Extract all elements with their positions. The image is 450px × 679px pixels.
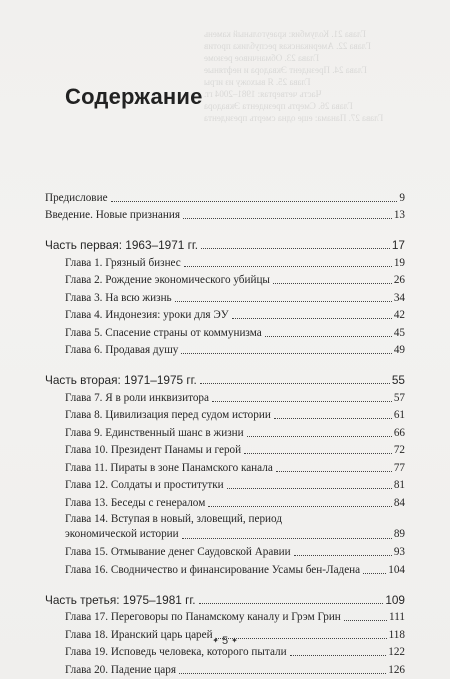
leader-dots [273, 283, 392, 284]
toc-chapter-12[interactable] [45, 475, 405, 493]
toc-chapter-20[interactable] [45, 659, 405, 677]
leader-dots [184, 266, 392, 267]
toc-page-number: 122 [388, 646, 405, 658]
toc-chapter-11[interactable] [45, 457, 405, 475]
toc-entry-label: Глава 2. Рождение экономического убийцы [65, 274, 270, 286]
toc-chapter-14[interactable] [45, 510, 405, 542]
toc-page-number: 72 [393, 444, 405, 456]
page-title: Содержание [65, 84, 203, 109]
bleed-through-line: Глава 21. Колумбия: краеугольный камень [204, 29, 367, 39]
leader-dots [232, 318, 392, 319]
toc-entry-label: Предисловие [45, 191, 108, 204]
toc-chapter-4[interactable] [45, 305, 405, 323]
toc-part-label: Часть первая: 1963–1971 гг. [45, 238, 199, 252]
toc-part-label: Часть третья: 1975–1981 гг. [45, 592, 196, 607]
toc-page-number: 61 [393, 409, 405, 421]
leader-dots [200, 383, 390, 384]
toc-chapter-6[interactable] [45, 340, 405, 358]
toc-chapter-9[interactable] [45, 422, 405, 440]
leader-dots [276, 471, 392, 472]
toc-chapter-13[interactable] [45, 492, 405, 510]
toc-entry-label: Глава 7. Я в роли инквизитора [65, 391, 209, 404]
toc-page-number: 57 [393, 391, 405, 404]
leader-dots [111, 201, 398, 202]
toc-entry-introduction[interactable] [45, 205, 405, 223]
toc-entry-label: Глава 13. Беседы с генералом [65, 496, 206, 509]
bleed-through-line: Глава 22. Американская республика против [204, 41, 371, 51]
leader-dots [212, 401, 392, 402]
toc-entry-label: Глава 20. Падение царя [65, 663, 176, 676]
leader-dots [294, 555, 392, 556]
leader-dots [290, 655, 387, 656]
toc-chapter-7[interactable] [45, 387, 405, 405]
toc-entry-label: Глава 8. Цивилизация перед судом истории [65, 409, 271, 421]
leader-dots [183, 218, 392, 219]
leader-dots [181, 353, 391, 354]
toc-part-label: Часть вторая: 1971–1975 гг. [45, 373, 197, 387]
toc-page-number: 42 [393, 309, 405, 321]
toc-entry-preface[interactable] [45, 187, 405, 205]
toc-entry-label: Глава 15. Отмывание денег Саудовской Аравии [65, 546, 291, 558]
toc-page-number: 49 [393, 344, 405, 356]
toc-page-number: 81 [393, 479, 405, 491]
leader-dots [199, 603, 384, 604]
toc-page-number: 118 [388, 628, 405, 641]
toc-entry-label: Глава 17. Переговоры по Панамскому каналу и Грэм Грин [65, 611, 341, 623]
toc-page-number: 66 [393, 426, 405, 439]
page-number: 5 [221, 635, 229, 647]
toc-page-number: 89 [393, 527, 405, 540]
toc-part-1[interactable] [45, 234, 405, 252]
toc-chapter-2[interactable] [45, 270, 405, 288]
diamond-ornament-icon: ✦ [231, 636, 238, 645]
toc-chapter-16[interactable] [45, 559, 405, 577]
bleed-through-text [204, 28, 394, 158]
toc-page-number: 109 [385, 592, 405, 607]
leader-dots [175, 301, 392, 302]
toc-chapter-5[interactable] [45, 322, 405, 340]
toc-chapter-10[interactable] [45, 440, 405, 458]
toc-entry-label: Глава 18. Иранский царь царей [65, 628, 213, 641]
toc-page-number: 77 [393, 461, 405, 474]
toc-page-number: 9 [399, 191, 405, 204]
bleed-through-line: Глава 27. Панама: еще одна смерть президента [204, 113, 384, 123]
toc-page-number: 93 [393, 546, 405, 558]
toc-entry-label: Глава 9. Единственный шанс в жизни [65, 426, 244, 439]
toc-page-number: 104 [388, 563, 405, 576]
leader-dots [265, 336, 392, 337]
leader-dots [227, 488, 392, 489]
leader-dots [244, 453, 392, 454]
toc-chapter-17[interactable] [45, 607, 405, 625]
bleed-through-line: Глава 23. Обманчивое резюме [204, 53, 320, 63]
leader-dots [344, 620, 387, 621]
toc-page-number: 17 [391, 238, 405, 252]
toc-part-3[interactable] [45, 589, 405, 607]
toc-page-number: 26 [393, 274, 405, 286]
table-of-contents [45, 187, 405, 677]
toc-page-number: 34 [393, 291, 405, 304]
toc-entry-label: Глава 6. Продавая душу [65, 344, 179, 356]
toc-entry-label: Глава 11. Пираты в зоне Панамского канала [65, 461, 273, 474]
toc-entry-label: Глава 5. Спасение страны от коммунизма [65, 326, 262, 339]
toc-page-number: 19 [393, 256, 405, 269]
toc-chapter-15[interactable] [45, 542, 405, 560]
leader-dots [208, 506, 392, 507]
toc-entry-label: Глава 16. Сводничество и финансирование Усамы бен-Ладена [65, 563, 361, 576]
toc-entry-label: Глава 4. Индонезия: уроки для ЭУ [65, 309, 229, 321]
toc-chapter-8[interactable] [45, 405, 405, 423]
toc-entry-label: Глава 12. Солдаты и проститутки [65, 479, 224, 491]
toc-entry-label: Глава 10. Президент Панамы и герой [65, 444, 242, 456]
leader-dots [201, 248, 390, 249]
bleed-through-line: Часть четвертая: 1981–2004 гг. [204, 89, 322, 99]
toc-chapter-1[interactable] [45, 252, 405, 270]
toc-page-number: 111 [389, 611, 405, 623]
toc-entry-label: Глава 19. Исповедь человека, которого пытали [65, 646, 287, 658]
leader-dots [179, 673, 386, 674]
toc-part-2[interactable] [45, 369, 405, 387]
toc-page-number: 13 [393, 209, 405, 221]
toc-page-number: 45 [393, 326, 405, 339]
leader-dots [363, 573, 386, 574]
toc-entry-label: Введение. Новые признания [45, 209, 180, 221]
leader-dots [182, 538, 392, 539]
leader-dots [247, 436, 392, 437]
toc-entry-label: Глава 3. На всю жизнь [65, 291, 172, 304]
bleed-through-line: Глава 24. Президент Эквадора и нефтяные [204, 65, 367, 75]
page-footer [0, 635, 450, 647]
toc-page-number: 55 [391, 373, 405, 387]
toc-page-number: 84 [393, 496, 405, 509]
toc-entry-label: Глава 1. Грязный бизнес [65, 256, 181, 269]
diamond-ornament-icon: ✦ [212, 636, 219, 645]
toc-chapter-3[interactable] [45, 287, 405, 305]
bleed-through-line: Глава 25. Я выхожу из игры [204, 77, 311, 87]
toc-page-number: 126 [388, 663, 405, 676]
toc-entry-label: Глава 14. Вступая в новый, зловещий, период [65, 512, 283, 525]
bleed-through-line: Глава 26. Смерть президента Эквадора [204, 101, 353, 111]
leader-dots [274, 418, 392, 419]
toc-entry-label-continued: экономической истории [65, 527, 179, 540]
